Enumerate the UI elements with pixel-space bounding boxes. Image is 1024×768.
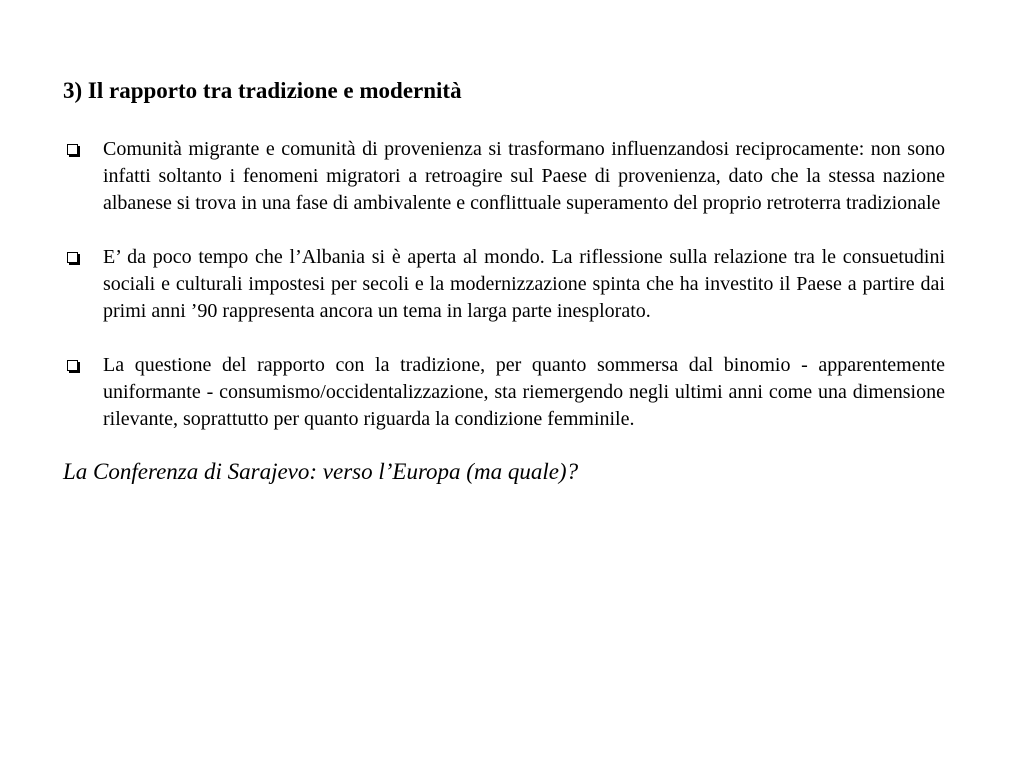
slide-title: 3) Il rapporto tra tradizione e modernità	[63, 78, 462, 103]
bullet-text-2: E’ da poco tempo che l’Albania si è aperta al mondo. La riflessione sulla relazione tra le consuetudini sociali e culturali impostesi per secoli e la modernizzazione spinta che ha investito il Paese a partire dai primi anni ’90 rappresenta ancora un tema in larga parte inesplorato.	[103, 246, 945, 322]
bullet-item-3	[63, 352, 945, 433]
slide-content	[63, 76, 945, 487]
bullet-item-1	[63, 136, 945, 217]
checkbox-square-icon	[67, 252, 78, 263]
bullet-text-3: La questione del rapporto con la tradizione, per quanto sommersa dal binomio - apparentemente uniformante - consumismo/occidentalizzazione, sta riemergendo negli ultimi anni come una dimensione rilevante, soprattutto per quanto riguarda la condizione femminile.	[103, 354, 945, 430]
bullet-list	[63, 136, 945, 433]
bullet-item-2	[63, 244, 945, 325]
checkbox-square-icon	[67, 360, 78, 371]
closing-question: La Conferenza di Sarajevo: verso l’Europa (ma quale)?	[63, 459, 579, 484]
bullet-text-1: Comunità migrante e comunità di provenienza si trasformano influenzandosi reciprocamente: non sono infatti soltanto i fenomeni migratori a retroagire sul Paese di provenienza, dato che la stessa nazione albanese si trova in una fase di ambivalente e conflittuale superamento del proprio retroterra tradizionale	[103, 138, 945, 214]
checkbox-square-icon	[67, 144, 78, 155]
